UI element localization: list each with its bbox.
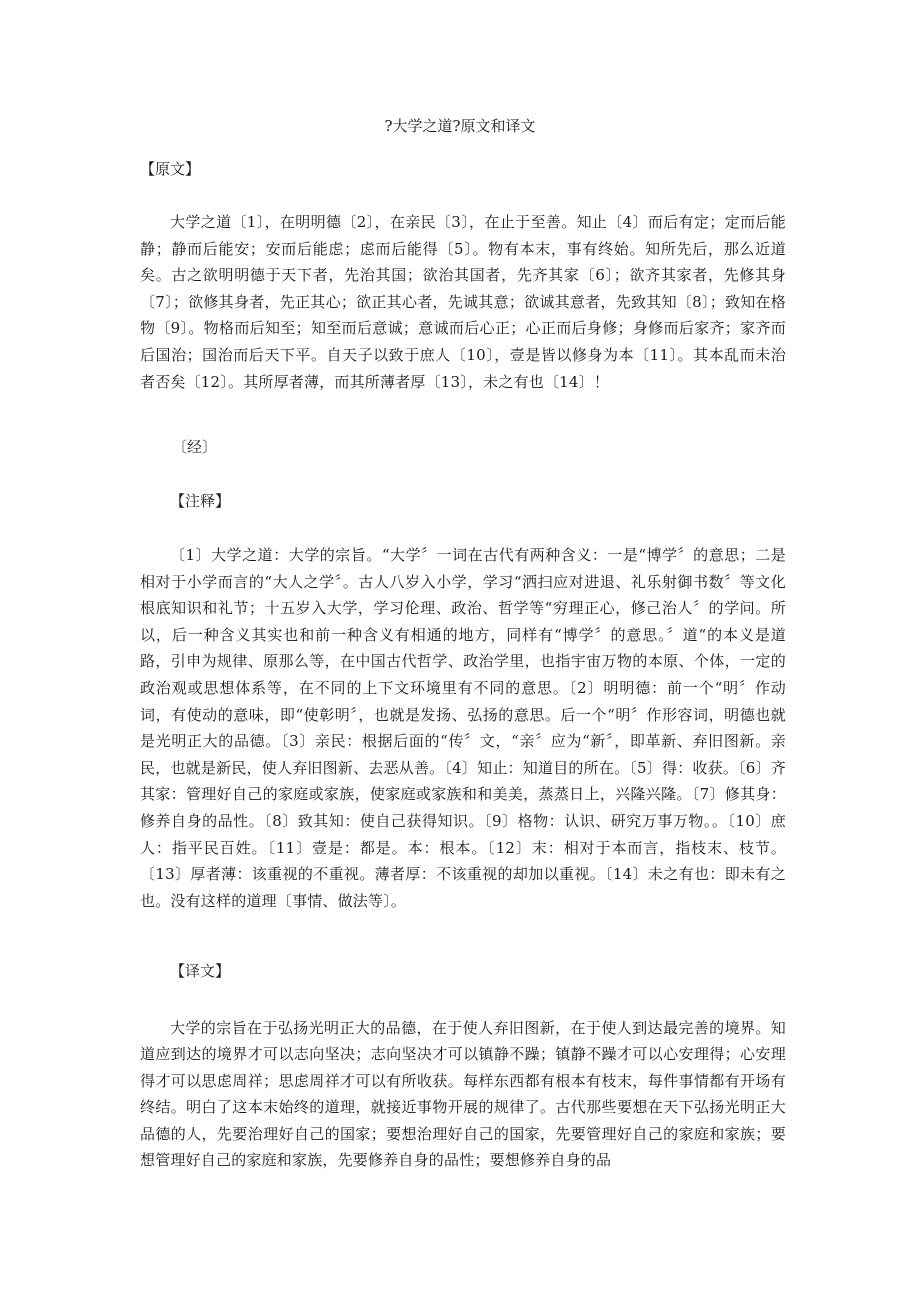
document-title: ?大学之道?原文和译文 xyxy=(384,117,536,135)
translation-heading: 【译文】 xyxy=(170,962,231,980)
translation-text: 大学的宗旨在于弘扬光明正大的品德，在于使人弃旧图新，在于使人到达最完善的境界。知道应到达的境界才可以志向坚决；志向坚决才可以镇静不躁；镇静不躁才可以心安理得；心安理得才可以思虑周祥；思虑周祥才可以有所收获。每样东西都有根本有枝末，每件事情都有开场有终结。明白了这本末始终的道理，就接近事物开展的规律了。古代那些要想在天下弘扬光明正大品德的人，先要治理好自己的国家；要想治理好自己的国家，先要管理好自己的家庭和家族；要想管理好自己的家庭和家族，先要修养自身的品性；要想修养自身的品 xyxy=(140,1019,786,1170)
original-note: 〔经〕 xyxy=(172,438,218,456)
annotation-text: 〔1〕大学之道：大学的宗旨。“大学〞一词在古代有两种含义：一是“博学〞的意思；二是相对于小学而言的“大人之学〞。古人八岁入小学，学习“洒扫应对进退、礼乐射御书数〞等文化根底知识和礼节；十五岁入大学，学习伦理、政治、哲学等“穷理正心，修己治人〞的学问。所以，后一种含义其实也和前一种含义有相通的地方，同样有“博学〞的意思。〞道“的本义是道路，引申为规律、原那么等，在中国古代哲学、政治学里，也指宇宙万物的本原、个体，一定的政治观或思想体系等，在不同的上下文环境里有不同的意思。〔2〕明明德：前一个“明〞作动词，有使动的意味，即“使彰明〞，也就是发扬、弘扬的意思。后一个“明〞作形容词，明德也就是光明正大的品德。〔3〕亲民：根据后面的“传〞文，“亲〞应为“新〞，即革新、弃旧图新。亲民，也就是新民，使人弃旧图新、去恶从善。〔4〕知止：知道目的所在。〔5〕得：收获。〔6〕齐其家：管理好自己的家庭或家族，使家庭或家族和和美美，蒸蒸日上，兴隆兴隆。〔7〕修其身：修养自身的品性。〔8〕致其知：使自己获得知识。〔9〕格物：认识、研究万事万物。。〔10〕庶人：指平民百姓。〔11〕壹是：都是。本：根本。〔12〕末：相对于本而言，指枝末、枝节。〔13〕厚者薄：该重视的不重视。薄者厚：不该重视的却加以重视。〔14〕未之有也：即未有之也。没有这样的道理〔事情、做法等〕。 xyxy=(140,546,786,910)
original-text: 大学之道〔1〕，在明明德〔2〕，在亲民〔3〕，在止于至善。知止〔4〕而后有定；定而后能静；静而后能安；安而后能虑；虑而后能得〔5〕。物有本末，事有终始。知所先后，那么近道矣。古之欲明明德于天下者，先治其国；欲治其国者，先齐其家〔6〕；欲齐其家者，先修其身〔7〕；欲修其身者，先正其心；欲正其心者，先诚其意；欲诚其意者，先致其知〔8〕；致知在格物〔9〕。物格而后知至；知至而后意诚；意诚而后心正；心正而后身修；身修而后家齐；家齐而后国治；国治而后天下平。自天子以致于庶人〔10〕，壹是皆以修身为本〔11〕。其本乱而未治者否矣〔12〕。其所厚者薄，而其所薄者厚〔13〕，未之有也〔14〕！ xyxy=(140,213,786,391)
original-heading: 【原文】 xyxy=(140,160,201,178)
annotation-heading: 【注释】 xyxy=(170,492,231,510)
